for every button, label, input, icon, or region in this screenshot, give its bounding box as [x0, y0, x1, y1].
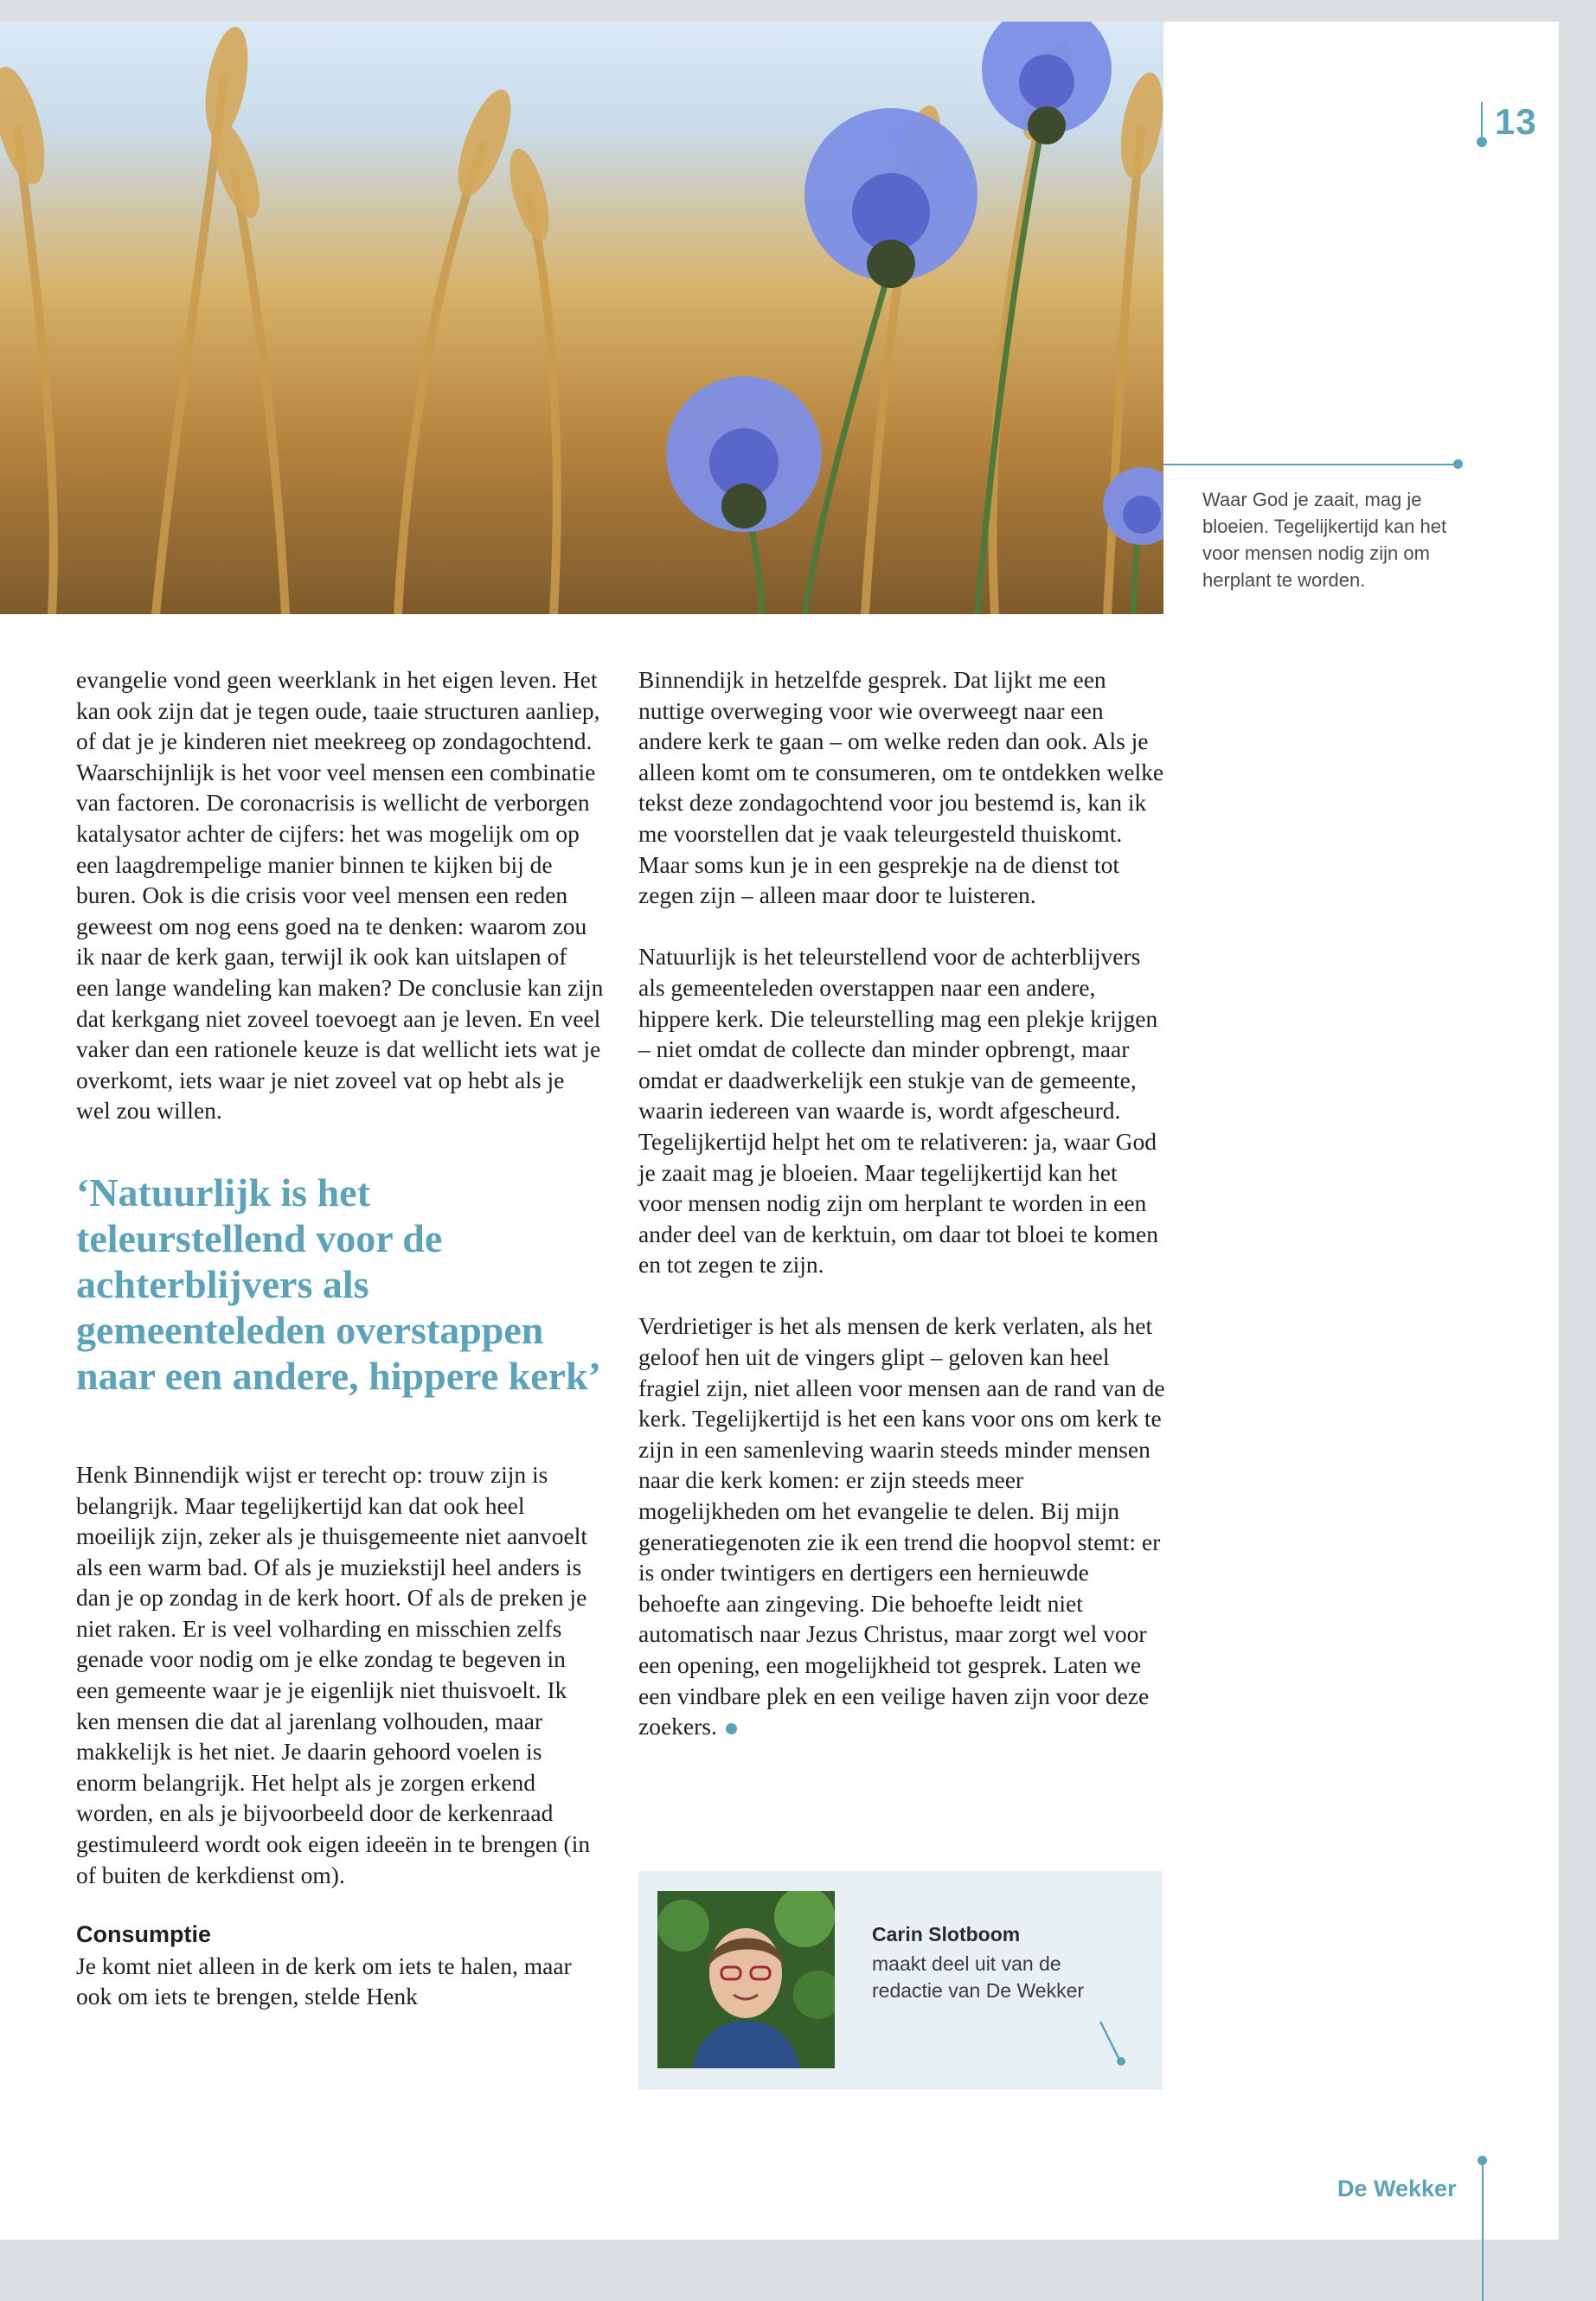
- caption-rule-dot: [1453, 459, 1463, 469]
- arrow-icon: [1097, 2018, 1131, 2070]
- author-portrait-illustration: [657, 1891, 835, 2068]
- magazine-name: De Wekker: [1337, 2176, 1457, 2202]
- pull-quote: ‘Natuurlijk is het teleurstellend voor de achterblijvers als gemeenteleden overstappen naar een andere, hippere kerk’: [76, 1170, 601, 1398]
- cornflower-field-illustration: [0, 22, 1163, 614]
- author-photo: [657, 1891, 835, 2068]
- author-description: maakt deel uit van de redactie van De Wekker: [872, 1952, 1085, 2002]
- page-number: 13: [1495, 101, 1537, 142]
- author-box: [638, 1871, 1163, 2090]
- page-number-bar: [1481, 102, 1483, 140]
- paragraph: Binnendijk in hetzelfde gesprek. Dat lijkt me een nuttige overweging voor wie overweegt naar een andere kerk te gaan – om welke reden dan ook. Als je alleen komt om te consumeren, om te ontdekken welke tekst deze zondagochtend voor jou bestemd is, kan ik me voorstellen dat je vaak teleurgesteld thuiskomt. Maar soms kun je in een gesprekje na de dienst tot zegen zijn – alleen maar door te luisteren.: [638, 666, 1164, 909]
- paragraph: evangelie vond geen weerklank in het eigen leven. Het kan ook zijn dat je tegen oude, taaie structuren aanliep, of dat je je kinderen niet meekreeg op zondagochtend. Waarschijnlijk is het voor veel mensen een combinatie van factoren. De coronacrisis is wellicht de verborgen katalysator achter de cijfers: het was mogelijk om op een laagdrempelige manier binnen te kijken bij de buren. Ook is die crisis voor veel mensen een reden geweest om nog eens goed na te denken: waarom zou ik naar de kerk gaan, terwijl ik ook kan uitslapen of een lange wandeling kan maken? De conclusie kan zijn dat kerkgang niet zoveel toevoegt aan je leven. En veel vaker dan een rationele keuze is dat wellicht iets wat je overkomt, iets waar je niet zoveel vat op hebt als je wel zou willen.: [76, 666, 604, 1125]
- footer-bar: [1482, 2160, 1484, 2301]
- section-heading: Consumptie: [76, 1921, 212, 1948]
- author-name: Carin Slotboom: [872, 1923, 1021, 1945]
- paragraph: Je komt niet alleen in de kerk om iets te halen, maar ook om iets te brengen, stelde Henk: [76, 1952, 572, 2010]
- left-column: [76, 664, 604, 2012]
- paragraph: Henk Binnendijk wijst er terecht op: trouw zijn is belangrijk. Maar tegelijkertijd kan dat ook heel moeilijk zijn, zeker als je thuisgemeente niet aanvoelt als een warm bad. Of als je muziekstijl heel anders is dan je op zondag in de kerk hoort. Of als de preken je niet raken. Er is veel volharding en misschien zelfs genade voor nodig om je elke zondag te begeven in een gemeente waar je je eigenlijk niet thuisvoelt. Ik ken mensen die dat al jarenlang volhouden, maar makkelijk is het niet. Je daarin gehoord voelen is enorm belangrijk. Het helpt als je zorgen erkend worden, en als je bijvoorbeeld door de kerkenraad gestimuleerd wordt ook eigen ideeën in te brengen (in of buiten de kerkdienst om).: [76, 1460, 591, 1888]
- paragraph-text: Verdrietiger is het als mensen de kerk verlaten, als het geloof hen uit de vingers glipt – geloven kan heel fragiel zijn, niet alleen voor mensen aan de rand van de kerk. Tegelijkertijd is het een kans voor ons om kerk te zijn in een samenleving waarin steeds minder mensen naar die kerk komen: er zijn steeds meer mogelijkheden om het evangelie te delen. Bij mijn generatiegenoten zie ik een trend die hoopvol stemt: er is onder twintigers en dertigers een hernieuwde behoefte aan zingeving. Die behoefte leidt niet automatisch naar Jezus Christus, maar zorgt wel voor een opening, een mogelijkheid tot gesprek. Laten we een vindbare plek en een veilige haven zijn voor deze zoekers.: [638, 1312, 1165, 1740]
- paragraph: [638, 1311, 1166, 1741]
- photo-caption: Waar God je zaait, mag je bloeien. Tegelijkertijd kan het voor mensen nodig zijn om herplant te worden.: [1202, 489, 1447, 591]
- caption-rule: [1163, 464, 1458, 465]
- cornflower-photo: [0, 22, 1163, 614]
- right-column: [638, 664, 1166, 1742]
- paragraph: Natuurlijk is het teleurstellend voor de achterblijvers als gemeenteleden overstappen naar een andere, hippere kerk. Die teleurstelling mag een plekje krijgen – niet omdat de collecte dan minder opbrengt, maar omdat er daadwerkelijk een stukje van de gemeente, waarin iedereen van waarde is, wordt afgescheurd. Tegelijkertijd helpt het om te relativeren: ja, waar God je zaait mag je bloeien. Maar tegelijkertijd kan het voor mensen nodig zijn om herplant te worden in een ander deel van de kerktuin, om daar tot bloei te komen en tot zegen te zijn.: [638, 943, 1158, 1279]
- magazine-page: [0, 22, 1559, 2240]
- page-number-dot: [1477, 137, 1487, 147]
- end-mark-icon: [726, 1723, 737, 1734]
